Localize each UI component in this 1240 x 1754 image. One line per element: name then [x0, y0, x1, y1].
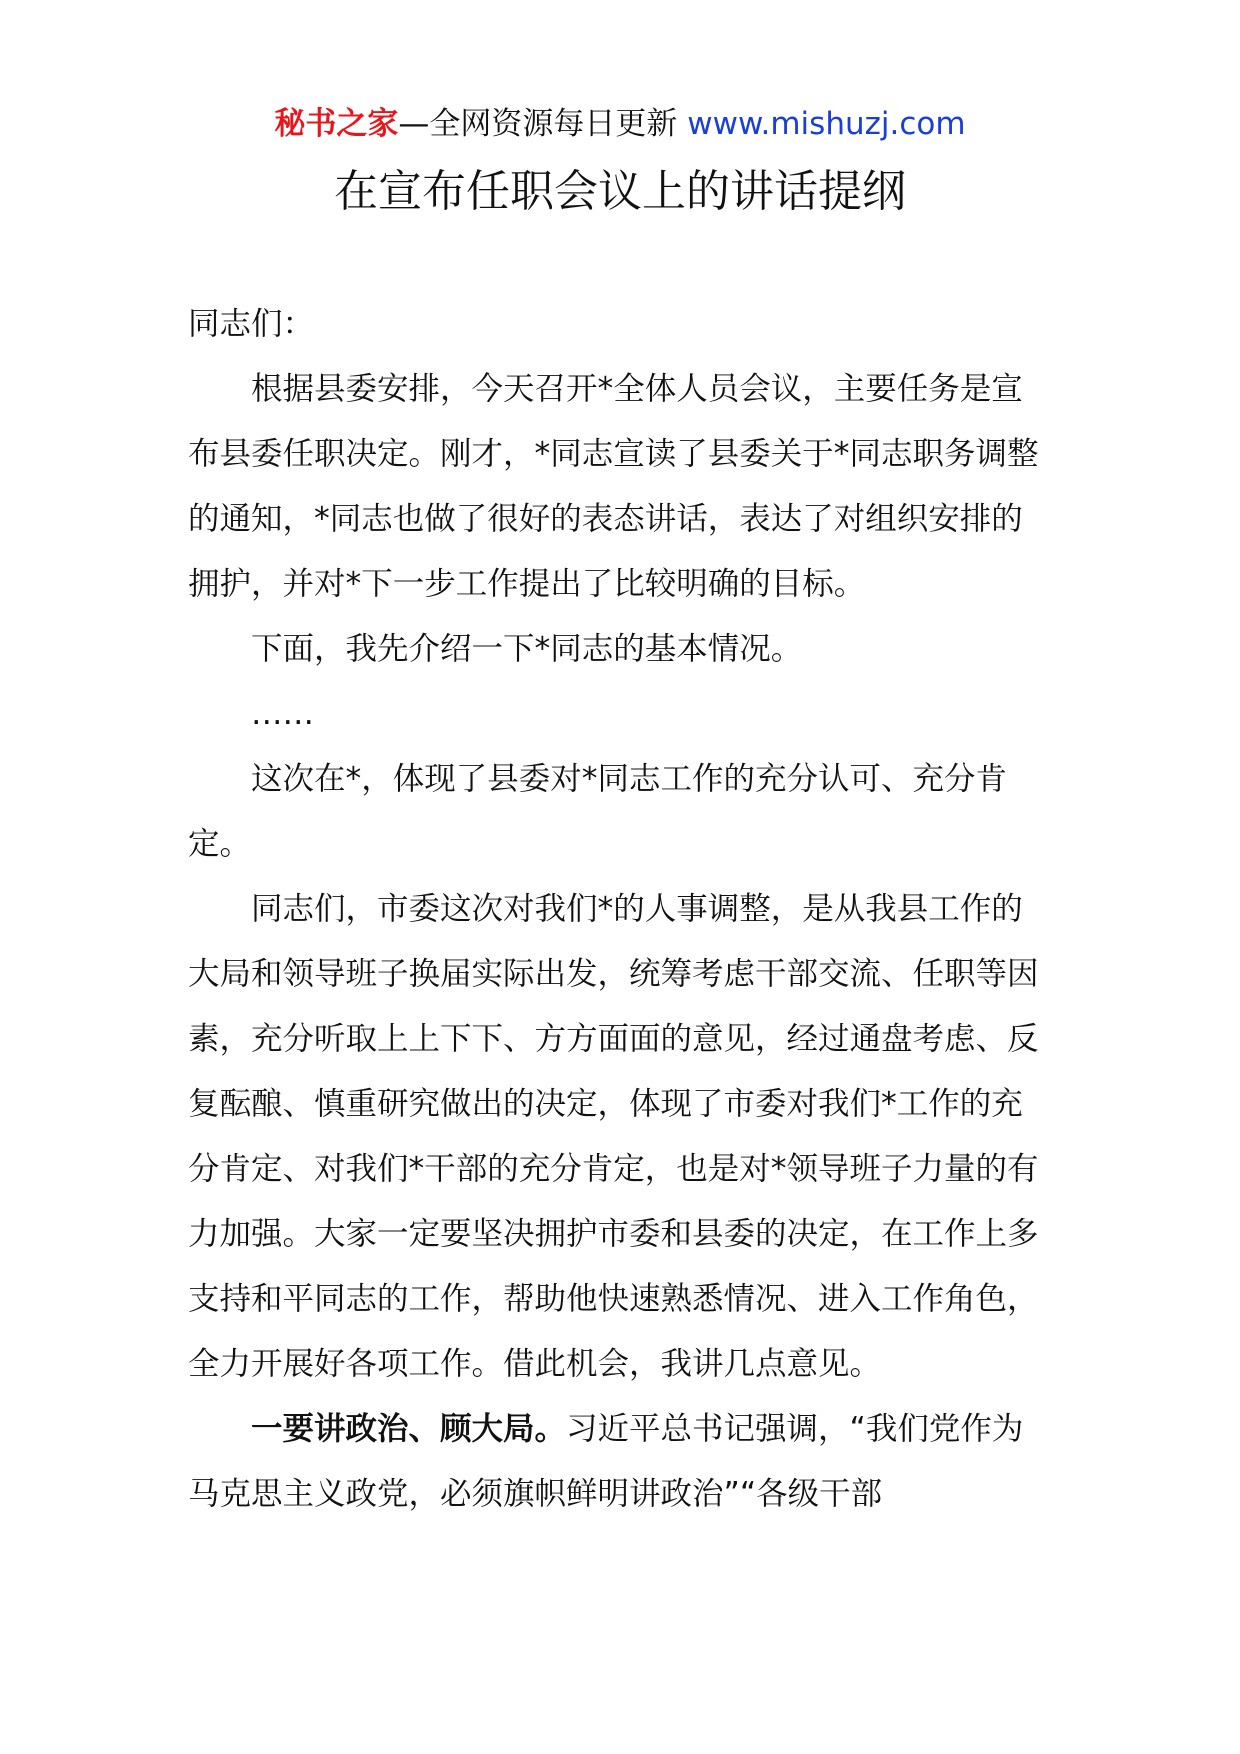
point-one-text: 习近平总书记强调，“我们党作为马克思主义政党，必须旗帜鲜明讲政治”“各级干部 — [188, 1411, 1024, 1512]
salutation: 同志们： — [188, 306, 315, 342]
paragraph-ellipsis: …… — [251, 696, 314, 732]
paragraph-decision: 同志们，市委这次对我们*的人事调整，是从我县工作的大局和领导班子换届实际出发，统筹考虑干部交流、任职等因素，充分听取上上下下、方方面面的意见，经过通盘考虑、反复酝酿、慎重研究做出的决定，体现了市委对我们*工作的充分肯定、对我们*干部的充分肯定，也是对*领导班子力量的有力加强。大家一定要坚决拥护市委和县委的决定，在工作上多支持和平同志的工作，帮助他快速熟悉情况、进入工作角色，全力开展好各项工作。借此机会，我讲几点意见。 — [188, 891, 1039, 1382]
point-one-heading: 一要讲政治、顾大局。 — [251, 1411, 567, 1447]
paragraph-intro: 根据县委安排，今天召开*全体人员会议，主要任务是宣布县委任职决定。刚才，*同志宣读了县委关于*同志职务调整的通知，*同志也做了很好的表态讲话，表达了对组织安排的拥护，并对*下一步工作提出了比较明确的目标。 — [188, 371, 1039, 602]
document-title: 在宣布任职会议上的讲话提纲 — [334, 166, 906, 217]
paragraph-recognition: 这次在*，体现了县委对*同志工作的充分认可、充分肯定。 — [188, 761, 1008, 862]
document-body — [188, 292, 1043, 1527]
website-link[interactable]: www.mishuzj.com — [687, 106, 966, 142]
paragraph-point-one — [188, 1397, 1043, 1527]
brand-name: 秘书之家 — [274, 106, 399, 142]
header-tagline: —全网资源每日更新 — [398, 106, 688, 142]
paragraph-introduction-notice: 下面，我先介绍一下*同志的基本情况。 — [251, 631, 803, 667]
site-header — [0, 100, 1240, 148]
